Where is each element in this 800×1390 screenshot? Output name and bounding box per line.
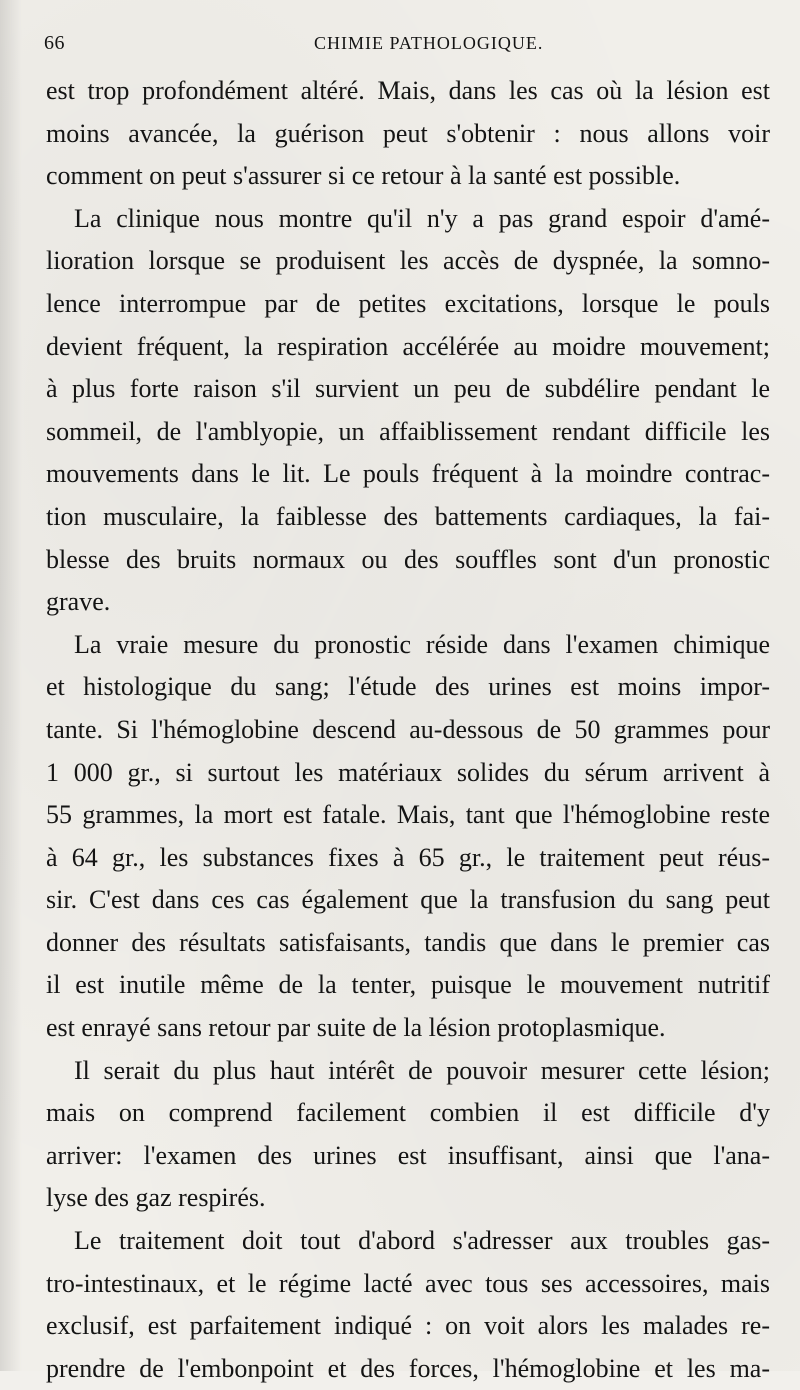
text-line: grave. bbox=[46, 587, 111, 617]
text-line: donner des résultats satisfaisants, tandis que dans le premier cas bbox=[46, 927, 770, 957]
text-line: sommeil, de l'amblyopie, un affaiblissement rendant difficile les bbox=[46, 416, 770, 446]
text-line: tro-intestinaux, et le régime lacté avec tous ses accessoires, mais bbox=[46, 1268, 770, 1298]
text-line: lioration lorsque se produisent les accès de dyspnée, la somno- bbox=[46, 246, 770, 276]
text-line: devient fréquent, la respiration accélérée au moidre mouvement; bbox=[46, 331, 770, 361]
page-number: 66 bbox=[44, 32, 65, 54]
running-head bbox=[44, 32, 760, 62]
text-line: est enrayé sans retour par suite de la lésion protoplasmique. bbox=[46, 1013, 666, 1043]
text-line: il est inutile même de la tenter, puisque le mouvement nutritif bbox=[46, 970, 770, 1000]
text-line: lyse des gaz respirés. bbox=[46, 1183, 266, 1213]
text-line: exclusif, est parfaitement indiqué : on voit alors les malades re- bbox=[46, 1311, 770, 1341]
text-line: 1 000 gr., si surtout les matériaux solides du sérum arrivent à bbox=[46, 757, 770, 787]
text-line: sir. C'est dans ces cas également que la transfusion du sang peut bbox=[46, 885, 770, 915]
text-line: mouvements dans le lit. Le pouls fréquent à la moindre contrac- bbox=[46, 459, 770, 489]
text-line: 55 grammes, la mort est fatale. Mais, tant que l'hémoglobine reste bbox=[46, 800, 770, 830]
text-line: comment on peut s'assurer si ce retour à la santé est possible. bbox=[46, 161, 681, 191]
body-text bbox=[46, 70, 770, 1390]
text-line: moins avancée, la guérison peut s'obtenir : nous allons voir bbox=[46, 118, 770, 148]
text-line: à plus forte raison s'il survient un peu de subdélire pendant le bbox=[46, 374, 770, 404]
text-line: prendre de l'embonpoint et des forces, l'hémoglobine et les ma- bbox=[46, 1353, 770, 1383]
running-head-title: CHIMIE PATHOLOGIQUE. bbox=[314, 33, 544, 53]
text-line: La clinique nous montre qu'il n'y a pas grand espoir d'amé- bbox=[74, 203, 770, 233]
text-line: tion musculaire, la faiblesse des battements cardiaques, la fai- bbox=[46, 501, 770, 531]
text-line: tante. Si l'hémoglobine descend au-dessous de 50 grammes pour bbox=[46, 714, 770, 744]
text-line: et histologique du sang; l'étude des urines est moins impor- bbox=[46, 672, 770, 702]
text-line: arriver: l'examen des urines est insuffisant, ainsi que l'ana- bbox=[46, 1140, 770, 1170]
text-line: La vraie mesure du pronostic réside dans l'examen chimique bbox=[74, 629, 770, 659]
text-line: à 64 gr., les substances fixes à 65 gr., le traitement peut réus- bbox=[46, 842, 770, 872]
text-line: lence interrompue par de petites excitations, lorsque le pouls bbox=[46, 288, 770, 318]
text-line: Le traitement doit tout d'abord s'adresser aux troubles gas- bbox=[74, 1226, 770, 1256]
text-line: mais on comprend facilement combien il est difficile d'y bbox=[46, 1098, 770, 1128]
text-line: Il serait du plus haut intérêt de pouvoir mesurer cette lésion; bbox=[74, 1055, 770, 1085]
text-line: blesse des bruits normaux ou des souffles sont d'un pronostic bbox=[46, 544, 770, 574]
text-line: est trop profondément altéré. Mais, dans les cas où la lésion est bbox=[46, 76, 770, 105]
